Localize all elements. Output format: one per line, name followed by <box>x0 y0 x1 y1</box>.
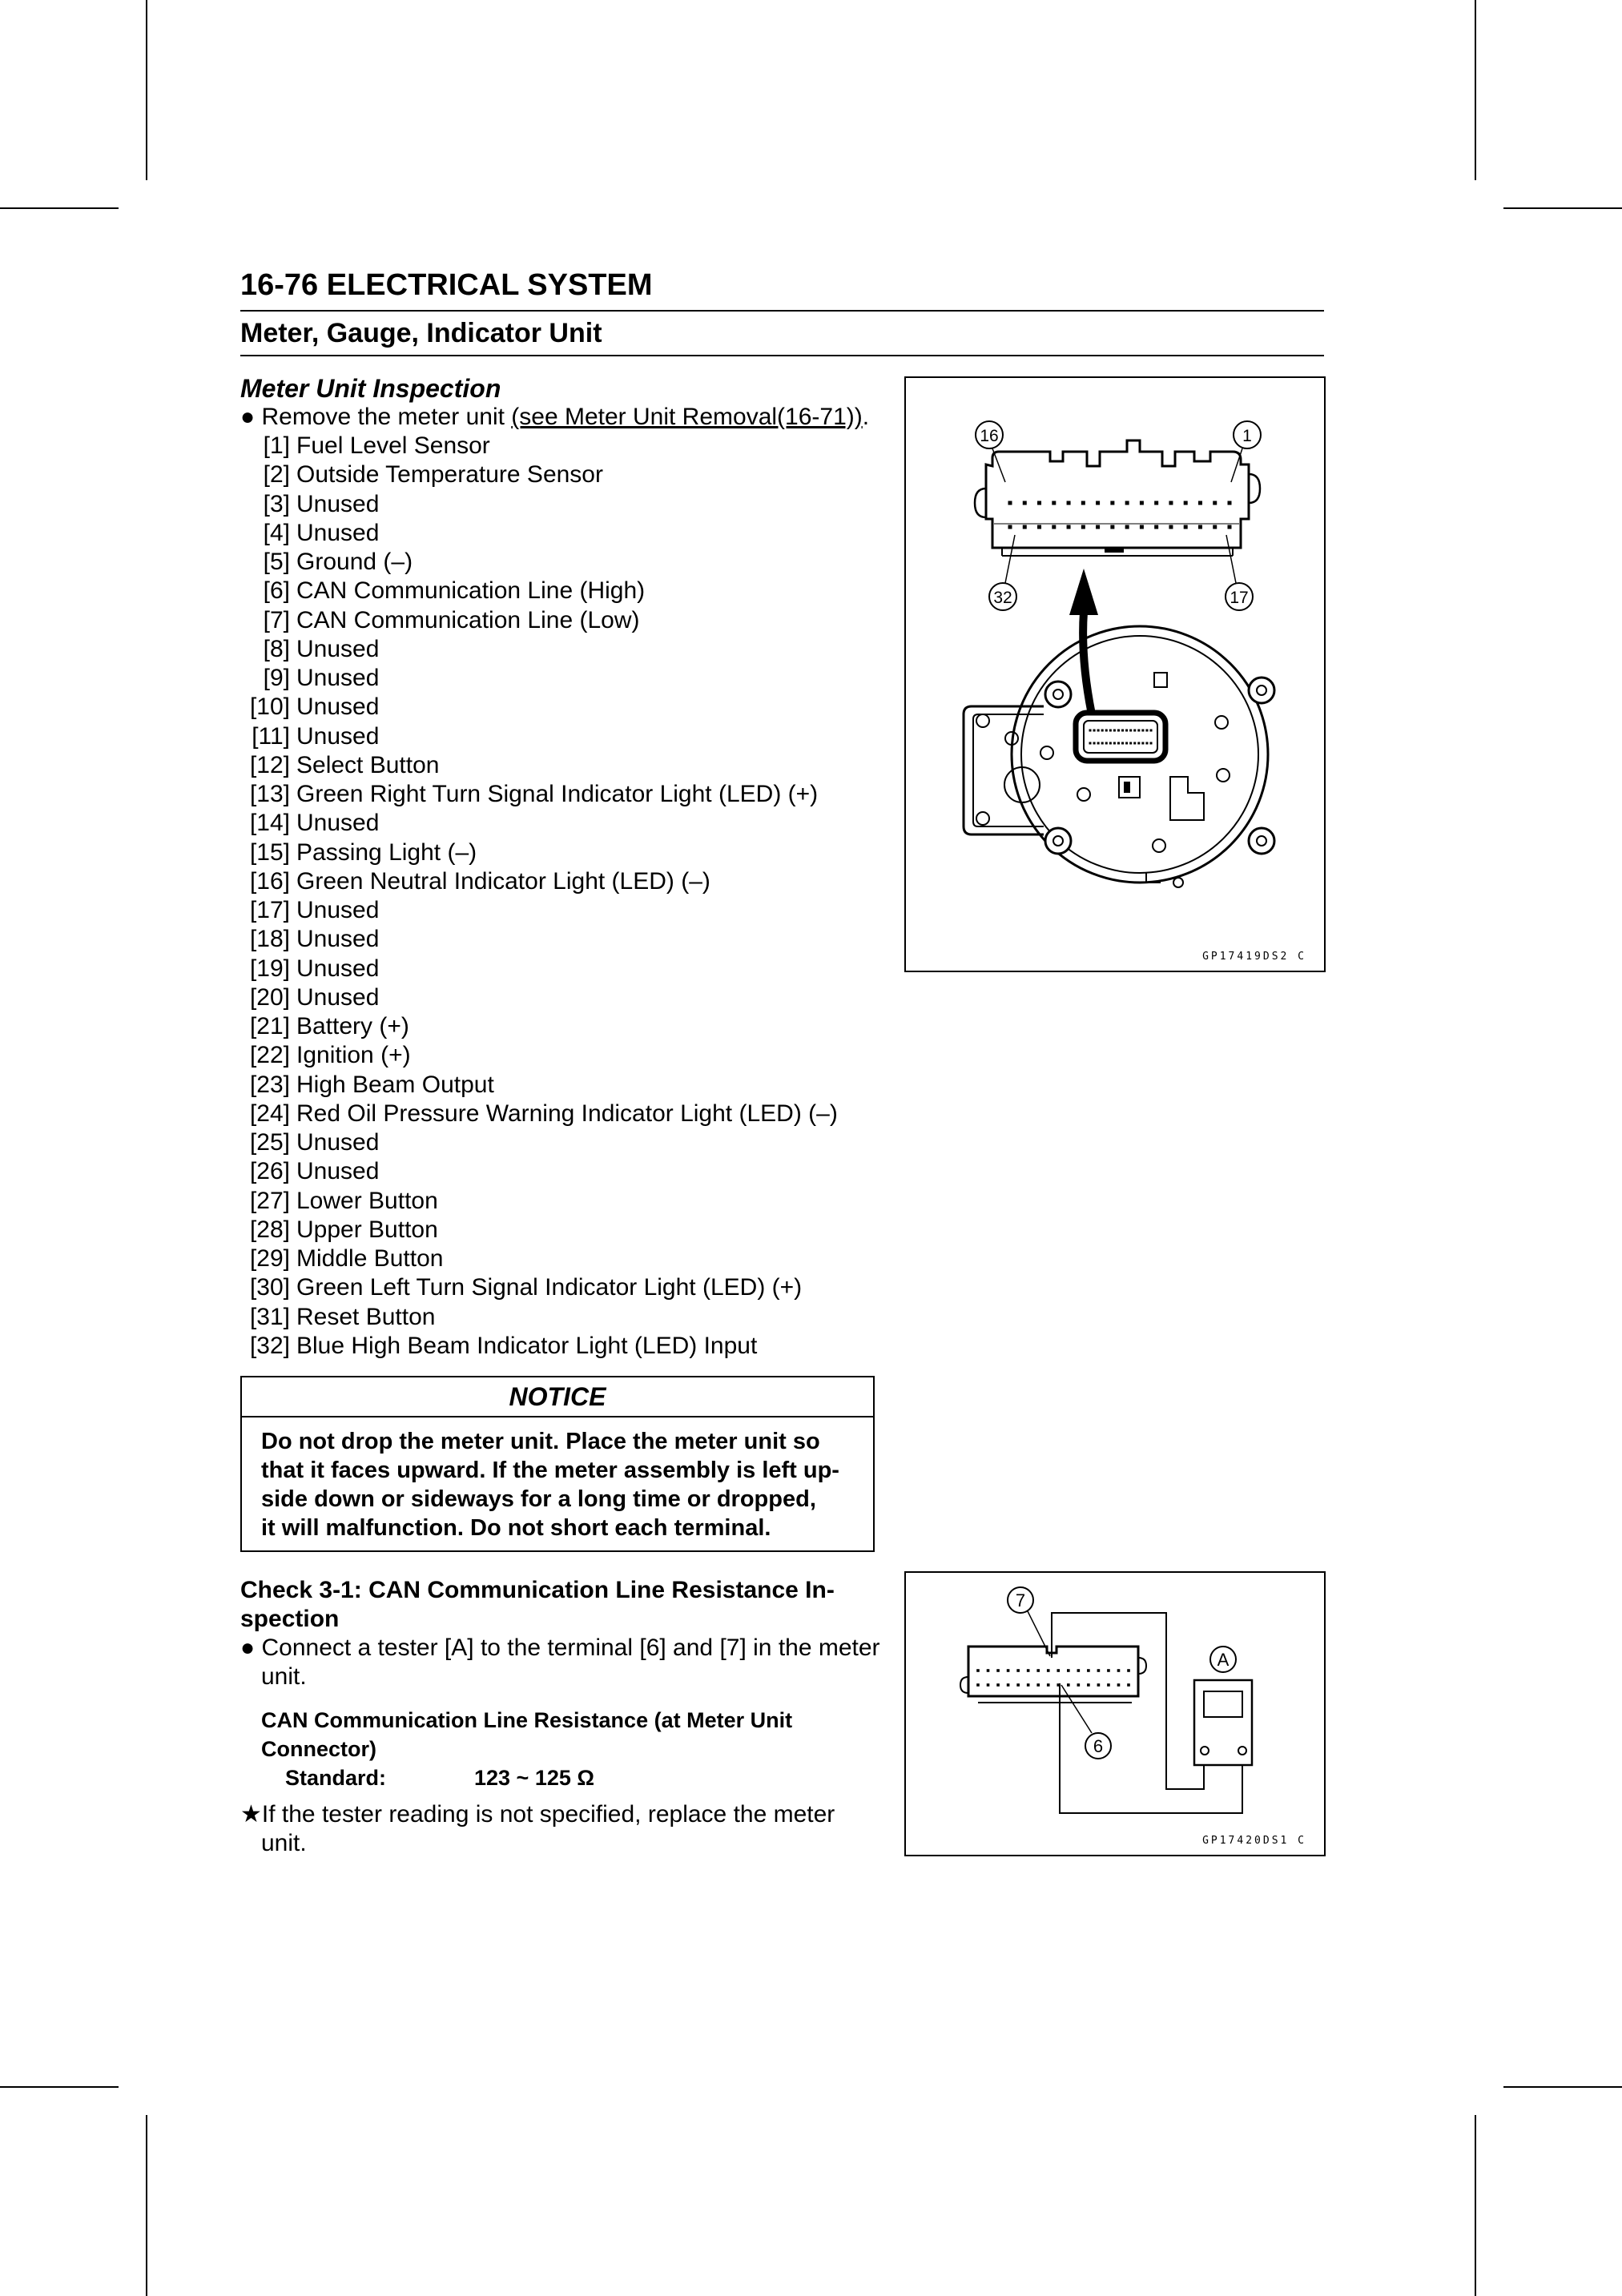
bullet-icon: ● <box>240 404 256 430</box>
terminal-number: [19] <box>249 955 290 982</box>
terminal-number: [7] <box>263 606 290 633</box>
terminal-label: Unused <box>296 722 380 750</box>
bullet-end: . <box>862 404 870 430</box>
terminal-number: [3] <box>263 490 290 517</box>
pin <box>1145 742 1148 745</box>
pin <box>1008 501 1012 505</box>
pin <box>1110 525 1114 529</box>
pin <box>1023 501 1027 505</box>
terminal-item <box>240 1100 838 1128</box>
pin <box>1057 1669 1060 1672</box>
pin <box>1121 742 1124 745</box>
pin <box>1109 742 1112 745</box>
inspection-heading: Meter Unit Inspection <box>240 374 501 403</box>
pin <box>1213 525 1217 529</box>
pin <box>987 1683 990 1687</box>
terminal-label: Unused <box>296 897 380 923</box>
spec-title <box>261 1706 792 1763</box>
terminal-label: Green Right Turn Signal Indicator Light (LED) (+) <box>296 781 819 807</box>
crop-mark <box>146 0 147 180</box>
terminal-number: [10] <box>249 694 290 721</box>
pin <box>996 1683 1000 1687</box>
pin <box>1036 1683 1040 1687</box>
pin <box>1081 501 1085 505</box>
terminal-item <box>240 635 379 664</box>
pin <box>1007 1669 1010 1672</box>
terminal-label: Passing Light (–) <box>296 838 477 866</box>
pin <box>1052 525 1056 529</box>
pin <box>1077 1669 1081 1672</box>
pin <box>1117 730 1120 732</box>
section-title: Meter, Gauge, Indicator Unit <box>240 318 602 348</box>
terminal-item <box>240 1012 409 1041</box>
terminal-number: [13] <box>249 781 290 807</box>
pin <box>1097 1683 1101 1687</box>
pin <box>1154 501 1158 505</box>
meter-unit-removal-link[interactable]: (see Meter Unit Removal(16-71)) <box>511 404 863 430</box>
terminal-label: CAN Communication Line (Low) <box>296 606 640 633</box>
pin <box>1228 525 1232 529</box>
terminal-number: [26] <box>249 1158 290 1185</box>
star-note <box>240 1800 835 1858</box>
terminal-number: [6] <box>263 577 290 605</box>
pin <box>1145 730 1148 732</box>
terminal-label: CAN Communication Line (High) <box>296 577 646 605</box>
terminal-item <box>240 1071 494 1100</box>
pin <box>1137 730 1140 732</box>
terminal-number: [25] <box>249 1129 290 1156</box>
pin <box>1129 742 1132 745</box>
pin-row-top <box>1008 501 1232 505</box>
pin <box>1105 742 1108 745</box>
terminal-label: Outside Temperature Sensor <box>296 461 603 489</box>
pin <box>1150 730 1153 732</box>
svg-text:17: 17 <box>1230 589 1249 607</box>
terminal-item <box>240 490 379 519</box>
pin <box>976 1669 980 1672</box>
terminal-number: [23] <box>249 1071 290 1098</box>
svg-text:6: 6 <box>1093 1736 1104 1756</box>
meter-connector-diagram <box>906 378 1324 971</box>
terminal-item <box>240 1157 379 1186</box>
terminal-item <box>240 780 818 809</box>
terminal-item <box>240 955 379 983</box>
terminal-item <box>240 1332 757 1361</box>
star-line2: unit. <box>261 1830 307 1856</box>
up-arrow-icon <box>1069 569 1098 615</box>
meter-connector-pins <box>1089 730 1153 745</box>
pin <box>1133 742 1136 745</box>
pin <box>1093 730 1096 732</box>
pin <box>1087 1669 1090 1672</box>
pin <box>1140 501 1144 505</box>
terminal-item <box>240 432 490 460</box>
header-rule <box>240 310 1324 312</box>
pin <box>1121 730 1124 732</box>
standard-value: 123 ~ 125 Ω <box>474 1766 595 1790</box>
spec-title-line1: CAN Communication Line Resistance (at Meter Unit <box>261 1708 793 1732</box>
terminal-number: [27] <box>249 1187 290 1214</box>
pin <box>1081 525 1085 529</box>
terminal-item <box>240 896 379 925</box>
pin <box>1184 501 1188 505</box>
crop-mark <box>146 2115 147 2296</box>
callout-17 <box>1226 535 1253 610</box>
terminal-number: [8] <box>263 635 290 662</box>
remove-meter-bullet <box>240 403 869 432</box>
page-title: 16-76 ELECTRICAL SYSTEM <box>240 268 653 302</box>
notice-box <box>240 1376 875 1552</box>
pin <box>1150 742 1153 745</box>
notice-line: Do not drop the meter unit. Place the meter unit so <box>261 1429 820 1454</box>
callout-A <box>1210 1647 1236 1672</box>
pin <box>1016 1683 1020 1687</box>
pin-row-bottom <box>1008 525 1232 529</box>
terminal-number: [15] <box>249 838 290 866</box>
terminal-item <box>240 519 379 548</box>
pin <box>1096 525 1100 529</box>
pin <box>1037 525 1041 529</box>
pin <box>1113 742 1116 745</box>
terminal-item <box>240 693 379 722</box>
pin <box>1117 742 1120 745</box>
pin <box>1067 501 1071 505</box>
pin <box>1125 730 1128 732</box>
pin <box>1198 525 1202 529</box>
pin <box>1067 1669 1070 1672</box>
check-heading <box>240 1576 835 1634</box>
terminal-label: Unused <box>296 519 380 546</box>
terminal-label: Unused <box>296 665 380 691</box>
terminal-number: [9] <box>263 665 290 691</box>
pin <box>987 1669 990 1672</box>
terminal-number: [11] <box>252 722 290 750</box>
terminal-item <box>240 1216 438 1245</box>
terminal-item <box>240 925 379 954</box>
terminal-item <box>240 1187 438 1216</box>
pin <box>1077 1683 1081 1687</box>
pin <box>1137 742 1140 745</box>
terminal-item <box>240 460 603 489</box>
wire-7 <box>1052 1613 1204 1789</box>
terminal-item <box>240 548 413 577</box>
terminal-label: Unused <box>296 1129 380 1156</box>
figure-code: GP17419DS2 C <box>1202 951 1306 963</box>
terminal-number: [30] <box>249 1274 290 1301</box>
connect-line1: Connect a tester [A] to the terminal [6] and [7] in the meter <box>261 1635 880 1661</box>
terminal-number: [18] <box>249 926 290 953</box>
notice-body <box>242 1417 873 1550</box>
bullet-text: Remove the meter unit <box>261 404 512 430</box>
terminal-number: [14] <box>249 810 290 837</box>
spec-title-line2: Connector) <box>261 1737 376 1761</box>
pin <box>1067 1683 1070 1687</box>
meter-unit-drawing <box>964 626 1274 887</box>
terminal-label: Ignition (+) <box>296 1042 411 1069</box>
check-heading-line2: spection <box>240 1606 340 1632</box>
pin-row-bottom <box>976 1683 1130 1687</box>
check-heading-line1: Check 3-1: CAN Communication Line Resistance In- <box>240 1577 835 1603</box>
pin-row-top <box>976 1669 1130 1672</box>
terminal-number: [21] <box>249 1013 290 1039</box>
terminal-label: Unused <box>296 694 380 721</box>
crop-mark <box>0 207 119 209</box>
pin <box>1047 1683 1050 1687</box>
pin <box>996 1669 1000 1672</box>
pin <box>1213 501 1217 505</box>
connect-line2: unit. <box>261 1663 307 1690</box>
terminal-label: Green Neutral Indicator Light (LED) (–) <box>296 867 710 895</box>
pin <box>1101 730 1104 732</box>
notice-line: it will malfunction. Do not short each terminal. <box>261 1515 771 1541</box>
pin <box>1169 501 1173 505</box>
svg-text:32: 32 <box>993 589 1012 607</box>
pin <box>1037 501 1041 505</box>
notice-line: side down or sideways for a long time or dropped, <box>261 1486 816 1512</box>
terminal-item <box>240 1273 802 1302</box>
terminal-number: [4] <box>263 519 290 546</box>
terminal-item <box>240 867 710 896</box>
standard-label: Standard: <box>285 1766 387 1790</box>
pin <box>1125 742 1128 745</box>
tester-connection-figure <box>904 1571 1326 1856</box>
star-line1: If the tester reading is not specified, replace the meter <box>261 1801 835 1828</box>
terminal-item <box>240 1041 411 1070</box>
terminal-label: Unused <box>296 955 380 982</box>
svg-text:1: 1 <box>1242 427 1252 445</box>
pin <box>1110 501 1114 505</box>
pin <box>1133 730 1136 732</box>
terminal-number: [22] <box>249 1042 290 1069</box>
terminal-item <box>240 751 439 780</box>
svg-text:7: 7 <box>1015 1590 1026 1610</box>
terminal-label: Unused <box>296 635 380 662</box>
terminal-label: Middle Button <box>296 1245 444 1272</box>
pin <box>1169 525 1173 529</box>
notice-title: NOTICE <box>242 1377 873 1417</box>
notice-line: that it faces upward. If the meter assembly is left up- <box>261 1458 839 1483</box>
crop-mark <box>1503 2086 1622 2088</box>
connect-tester-bullet <box>240 1634 880 1691</box>
star-icon: ★ <box>240 1801 262 1828</box>
tester-connection-diagram <box>906 1573 1324 1855</box>
terminal-label: Unused <box>296 926 380 953</box>
terminal-label: Fuel Level Sensor <box>296 432 490 459</box>
pin <box>1109 730 1112 732</box>
pin <box>1008 525 1012 529</box>
terminal-number: [16] <box>249 867 290 895</box>
pin <box>1089 742 1092 745</box>
pin <box>1097 730 1100 732</box>
pin <box>1141 742 1144 745</box>
pin <box>1198 501 1202 505</box>
crop-mark <box>0 2086 119 2088</box>
pin <box>1097 742 1100 745</box>
terminal-number: [2] <box>263 461 290 489</box>
pin <box>1228 501 1232 505</box>
pin <box>1093 742 1096 745</box>
terminal-label: Blue High Beam Indicator Light (LED) Input <box>296 1332 758 1359</box>
pin <box>1141 730 1144 732</box>
terminal-item <box>240 577 645 605</box>
terminal-label: Reset Button <box>296 1303 436 1330</box>
terminal-label: Red Oil Pressure Warning Indicator Light (LED) (–) <box>296 1100 838 1127</box>
meter-connector-figure <box>904 376 1326 972</box>
terminal-number: [17] <box>249 897 290 923</box>
pin <box>1184 525 1188 529</box>
terminal-number: [20] <box>249 983 290 1011</box>
pin <box>1089 730 1092 732</box>
pin <box>1117 1669 1121 1672</box>
pin <box>1107 1669 1110 1672</box>
terminal-number: [31] <box>249 1303 290 1330</box>
terminal-label: Unused <box>296 983 380 1011</box>
svg-text:A: A <box>1217 1650 1230 1670</box>
pin <box>1129 730 1132 732</box>
pin <box>1105 730 1108 732</box>
pin <box>1113 730 1116 732</box>
terminal-item <box>240 722 379 751</box>
terminal-number: [12] <box>249 751 290 778</box>
terminal-item <box>240 1303 435 1332</box>
terminal-label: Green Left Turn Signal Indicator Light (LED) (+) <box>296 1274 803 1301</box>
terminal-item <box>240 1245 443 1273</box>
terminal-label: Unused <box>296 1158 380 1185</box>
pin <box>1096 501 1100 505</box>
terminal-item <box>240 664 379 693</box>
terminal-label: Unused <box>296 490 380 517</box>
pin <box>1027 1683 1030 1687</box>
pin <box>1117 1683 1121 1687</box>
tester-icon <box>1194 1680 1252 1765</box>
terminal-item <box>240 809 379 838</box>
pin <box>1140 525 1144 529</box>
terminal-label: Ground (–) <box>296 549 413 575</box>
crop-mark <box>1475 2115 1476 2296</box>
pin <box>1007 1683 1010 1687</box>
pin <box>1023 525 1027 529</box>
pin <box>1067 525 1071 529</box>
pin <box>1107 1683 1110 1687</box>
terminal-item <box>240 606 640 635</box>
pin <box>1097 1669 1101 1672</box>
terminal-label: Lower Button <box>296 1187 438 1214</box>
terminal-label: Unused <box>296 810 380 837</box>
pin <box>1127 1669 1130 1672</box>
svg-text:16: 16 <box>980 427 999 445</box>
pin <box>1125 501 1129 505</box>
pin <box>1016 1669 1020 1672</box>
crop-mark <box>1475 0 1476 180</box>
section-rule <box>240 355 1324 356</box>
terminal-number: [24] <box>249 1100 290 1127</box>
terminal-number: [32] <box>249 1332 290 1359</box>
figure-code: GP17420DS1 C <box>1202 1835 1306 1847</box>
terminal-number: [5] <box>263 549 290 575</box>
pin <box>1101 742 1104 745</box>
pin <box>1125 525 1129 529</box>
terminal-label: Upper Button <box>296 1216 438 1243</box>
pin <box>1154 525 1158 529</box>
pin <box>1027 1669 1030 1672</box>
terminal-label: Battery (+) <box>296 1013 409 1039</box>
terminal-number: [1] <box>263 432 290 459</box>
pin <box>1127 1683 1130 1687</box>
pin <box>1036 1669 1040 1672</box>
crop-mark <box>1503 207 1622 209</box>
terminal-label: High Beam Output <box>296 1071 494 1098</box>
pin <box>976 1683 980 1687</box>
terminal-item <box>240 983 379 1012</box>
terminal-number: [28] <box>249 1216 290 1243</box>
terminal-item <box>240 1128 379 1157</box>
terminal-label: Select Button <box>296 751 440 778</box>
pin <box>1087 1683 1090 1687</box>
pin <box>1052 501 1056 505</box>
bullet-icon: ● <box>240 1635 256 1661</box>
terminal-number: [29] <box>249 1245 290 1272</box>
pin <box>1047 1669 1050 1672</box>
terminal-item <box>240 838 477 867</box>
